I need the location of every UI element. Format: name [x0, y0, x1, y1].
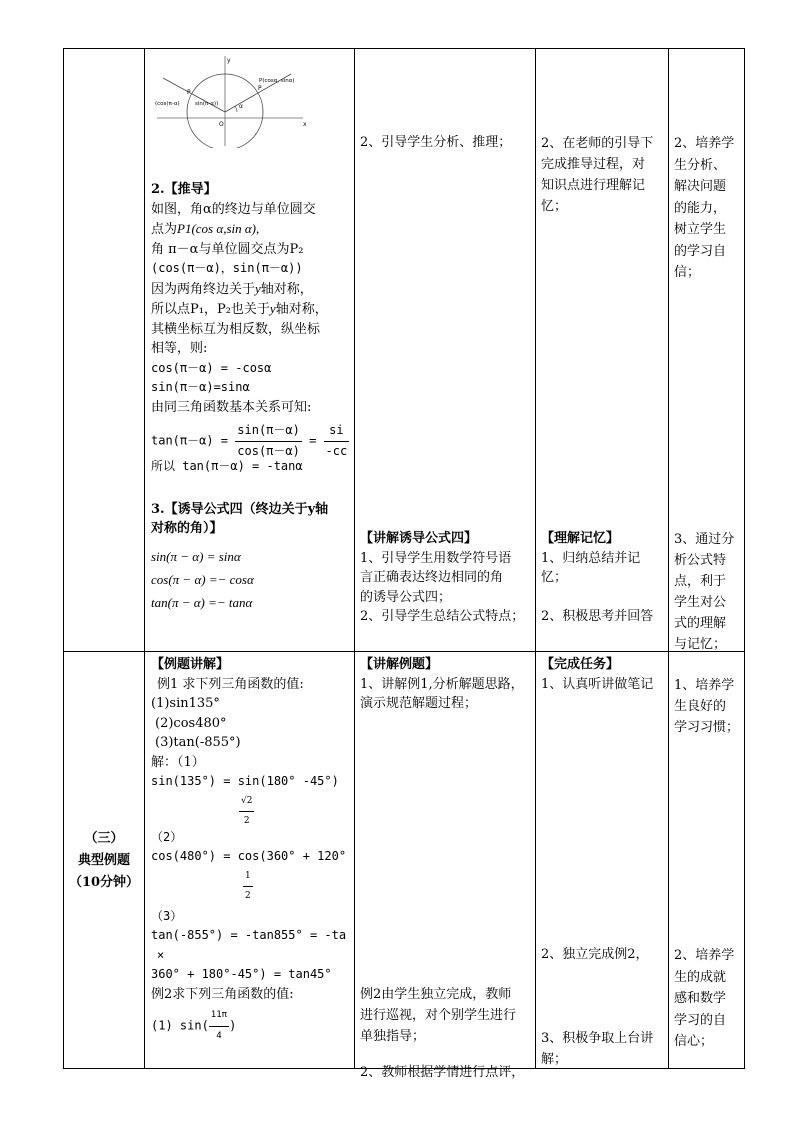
formula4-cos: cos(π − α) =− cosα	[151, 571, 254, 587]
teacher-activity-line: 1、引导学生用数学符号语	[360, 550, 512, 566]
student-present	[541, 1028, 666, 1070]
student-example2	[541, 945, 666, 965]
design-intent-line: 学习的自	[674, 1012, 727, 1028]
design-intent-2	[674, 529, 742, 655]
solution-step-3c: 360° + 180°-45°) = tan45°	[151, 967, 332, 981]
so-tan-equation: 所以 tan(π－α) = -tanα	[151, 459, 303, 473]
derive-line: 如图，角α的终边与单位圆交	[151, 201, 316, 217]
teacher-activity-title: 【讲解诱导公式四】	[360, 531, 478, 546]
teacher-activity-line: 2、引导学生总结公式特点；	[360, 609, 525, 624]
student-activity-line	[541, 588, 666, 608]
solution-step-3b: ×	[157, 947, 165, 962]
student-examples-line: 2、独立完成例2，	[541, 947, 649, 962]
student-activity-line: 1、归纳总结并记	[541, 550, 641, 566]
formula4-sin: sin(π − α) = sinα	[151, 548, 241, 564]
student-activity-2	[541, 529, 666, 627]
sin-equation: sin(π－α)=sinα	[151, 380, 250, 394]
cos-equation: cos(π－α) = -cosα	[151, 360, 272, 375]
derive-title: 2.【推导】	[151, 182, 217, 197]
teacher-examples-title: 【讲解例题】	[360, 657, 439, 672]
example1-prompt: 例1 求下列三角函数的值:	[157, 676, 304, 692]
student-examples-line: 1、认真听讲做笔记	[541, 676, 654, 692]
design-intent-line: 解决问题	[674, 179, 727, 194]
design-intent-line: 树立学生	[674, 222, 727, 237]
column-divider-4	[668, 48, 669, 1069]
derive-line: 其横坐标互为相反数，纵坐标	[151, 321, 321, 337]
teacher-example2	[360, 984, 532, 1083]
example1-item: (1)sin135°	[151, 696, 220, 711]
unit-circle-diagram	[153, 52, 313, 148]
design-intent-line: 式的理解	[674, 616, 727, 631]
derive-line: 相等，则:	[151, 341, 208, 356]
student-examples	[541, 655, 666, 694]
student-activity-line: 完成推导过程，对	[541, 157, 646, 172]
row-divider	[63, 651, 745, 652]
diagram-y-label: y	[227, 57, 231, 64]
design-intent-line: 析公式特	[674, 553, 727, 568]
design-intent-line: 学习习惯；	[674, 720, 740, 735]
column-divider-3	[535, 48, 536, 1069]
student-activity-1	[541, 133, 666, 217]
design-intent-4	[674, 945, 742, 1053]
examples-cell	[151, 655, 351, 1065]
derivation-cell	[151, 52, 351, 650]
teacher-activity-line: 言正确表达终边相同的角	[360, 570, 504, 585]
stage-label-line: （三）	[84, 831, 124, 846]
solution-3-label: （3）	[151, 908, 183, 923]
derive-line: 因为两角终边关于y轴对称，	[151, 280, 313, 297]
student-activity-title: 【理解记忆】	[541, 531, 620, 546]
design-intent-line: 生的成就	[674, 969, 727, 985]
design-intent-line: 2、培养学	[674, 136, 735, 151]
teacher-examples-line: 1、讲解例1,分析解题思路，	[360, 676, 524, 692]
teacher-examples-line: 例2由学生独立完成，教师	[360, 987, 512, 1002]
teacher-examples-line: 进行巡视，对个别学生进行	[360, 1008, 517, 1023]
table-border-left	[63, 48, 64, 1069]
design-intent-line: 1、培养学	[674, 678, 735, 693]
teacher-examples-line: 2、教师根据学情进行点评，	[360, 1065, 525, 1080]
column-divider-1	[144, 48, 145, 1069]
diagram-origin-label: O	[219, 121, 224, 128]
solution-step-1: sin(135°) = sin(180° -45°)	[151, 774, 339, 788]
design-intent-line: 学生对公	[674, 595, 727, 610]
student-activity-line: 2、在老师的引导下	[541, 136, 654, 151]
formula4-title-2: 对称的角）】	[151, 521, 223, 536]
diagram-p1-label: P	[258, 85, 262, 92]
diagram-sin-label: sin(π-α))	[195, 101, 219, 107]
design-intent-1	[674, 133, 742, 284]
design-intent-line: 的学习自	[674, 243, 727, 259]
design-intent-line: 与记忆；	[674, 637, 727, 652]
example1-item: (2)cos480°	[155, 715, 227, 731]
student-activity-line: 忆；	[541, 199, 568, 214]
solution-fraction-2: $\frac{1}{2}$	[151, 867, 351, 907]
diagram-cos-label: (cos(π-α)	[155, 101, 180, 107]
example2-prompt: 例2求下列三角函数的值:	[151, 986, 294, 1002]
diagram-alpha-label: α	[239, 103, 243, 110]
derive-line: 角 π－α与单位圆交点为P₂	[151, 241, 304, 257]
student-examples-title: 【完成任务】	[541, 657, 620, 672]
teacher-activity-1	[360, 133, 532, 153]
teacher-activity-text: 2、引导学生分析、推理；	[360, 135, 512, 150]
column-divider-2	[354, 48, 355, 1069]
design-intent-line: 生良好的	[674, 699, 727, 714]
example1-item: (3)tan(-855°)	[155, 735, 241, 750]
solution-label: 解：（1）	[151, 754, 205, 770]
formula4-tan: tan(π − α) =− tanα	[151, 594, 253, 610]
student-activity-line: 知识点进行理解记	[541, 178, 646, 193]
design-intent-line: 点，利于	[674, 574, 727, 589]
diagram-p-right-label: P(cosα, sinα)	[259, 78, 295, 84]
derive-line: (cos(π－α)，sin(π－α))	[151, 261, 303, 275]
lesson-plan-table	[63, 48, 745, 1080]
solution-step-3: tan(-855°) = -tan855° = -ta	[151, 928, 347, 942]
teacher-examples-line: 演示规范解题过程；	[360, 696, 478, 711]
design-intent-line: 3、通过分	[674, 532, 735, 547]
example2-item: (1) sin( $\frac{11\pi}{4}$ )	[151, 1006, 351, 1046]
design-intent-line: 感和数学	[674, 991, 727, 1006]
stage-label-line: 典型例题	[77, 853, 130, 868]
solution-2-label: （2）	[151, 829, 183, 844]
solution-fraction-1: $\frac{√2}{2}$	[151, 792, 351, 828]
solution-step-2: cos(480°) = cos(360° + 120°	[151, 849, 347, 863]
tan-equation: tan(π－α) = $\frac{\sin(\pi-\alpha)}{\cos(\pi-\alpha)}$ = $\frac{si}{-cc}$	[151, 423, 348, 458]
derive-line: 点为P1(cos α,sin α),	[151, 221, 260, 237]
design-intent-line: 生分析、	[674, 157, 727, 173]
derive-line: 所以点P₁，P₂也关于y轴对称，	[151, 301, 328, 317]
diagram-x-label: x	[303, 121, 307, 128]
stage-label-line: （10分钟）	[68, 875, 140, 890]
teacher-examples	[360, 655, 532, 714]
teacher-examples-line: 单独指导；	[360, 1029, 426, 1044]
examples-title: 【例题讲解】	[151, 657, 230, 672]
formula4-title: 3.【诱导公式四（终边关于y轴	[151, 501, 329, 517]
design-intent-line: 的能力，	[674, 200, 727, 216]
design-intent-3	[674, 675, 742, 738]
diagram-p2-label: P	[187, 89, 191, 96]
stage-label	[65, 828, 143, 894]
teacher-activity-line: 的诱导公式四；	[360, 589, 452, 605]
table-border-top	[63, 48, 745, 49]
student-activity-line: 2、积极思考并回答	[541, 609, 654, 624]
student-examples-line: 解；	[541, 1052, 568, 1067]
design-intent-line: 信；	[674, 265, 701, 280]
design-intent-line: 2、培养学	[674, 948, 735, 963]
table-border-right	[744, 48, 745, 1069]
student-activity-line: 忆；	[541, 570, 568, 585]
student-examples-line: 3、积极争取上台讲	[541, 1031, 654, 1046]
basic-relation-text: 由同三角函数基本关系可知:	[151, 399, 312, 415]
teacher-activity-2	[360, 529, 532, 627]
p1-formula: P1(cos α,sin α),	[177, 221, 260, 236]
design-intent-line: 信心；	[674, 1034, 714, 1049]
